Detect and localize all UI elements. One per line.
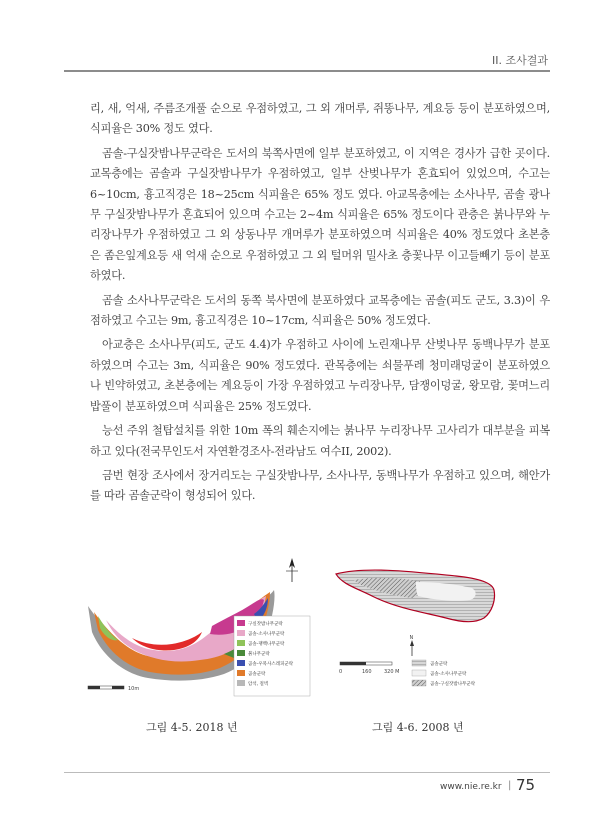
paragraph: 곰솔-구실잣밤나무군락은 도서의 북쪽사면에 일부 분포하였고, 이 지역은 경사가 급한 곳이다. 교목층에는 곰솔과 구실잣밤나무가 우점하였고, 일부 산벚나무가 혼효되어 있었으며, 수고는 6~10cm, 흉고직경은 18~25cm 식피율은 65% 정도 였다. 아교목층에는 소사나무, 곰솔 광나무 구실잣밤나무가 혼효되어 있으며 수고는 2~4m 식피율은 65% 정도이다 관층은 붉나무와 누리장나무가 우점하였고 그 외 상동나무 개머루가 분포하였으며 식피율은 40% 정도였다 초본층은 좀은잎계요등 새 억새 순으로 우점하였고 그 외 털머위 밀사초 층꽃나무 이고들빼기 등이 분포하였다. [90, 146, 550, 283]
scale-label: 0 [339, 669, 343, 675]
footer-website: www.nie.re.kr [440, 782, 502, 792]
figure-caption-left: 그림 4-5. 2018 년 [146, 721, 238, 734]
legend-item: 곰솔-소사나무군락 [430, 672, 467, 677]
legend-item: 붉나무군락 [248, 652, 270, 657]
vegetation-map-2008 [326, 556, 522, 704]
body-text [90, 99, 550, 511]
legend-item: 암석, 절벽 [248, 682, 269, 687]
paragraph: 능선 주위 철탑설치를 위한 10m 폭의 훼손지에는 붉나무 누리장나무 고사리가 대부분을 피복하고 있다(전국무인도서 자연환경조사-전라남도 여수II, 2002). [90, 424, 550, 458]
scale-label: 10m [128, 686, 140, 692]
scale-label: 160 [362, 669, 372, 675]
north-label: N [409, 635, 414, 641]
legend-item: 곰솔군락 [248, 672, 266, 677]
footer-divider [64, 772, 550, 773]
map-legend [234, 616, 310, 696]
paragraph: 곰솔 소사나무군락은 도서의 동쪽 북사면에 분포하였다 교목층에는 곰솔(피도 군도, 3.3)이 우점하였고 수고는 9m, 흉고직경은 10~17cm, 식피율은 50% 정도였다. [90, 293, 550, 328]
legend-item: 구실잣밤나무군락 [248, 622, 283, 627]
header-divider [64, 70, 550, 72]
vegetation-map-2018 [84, 556, 314, 702]
paragraph: 아교층은 소사나무(피도, 군도 4.4)가 우점하고 사이에 노린재나무 산벚나무 동백나무가 분포하였으며 수고는 3m, 식피율은 90% 정도였다. 관목층에는 쇠물푸레 청미래덩굴이 분포하였으나 빈약하였고, 초본층에는 계요등이 가장 우점하였고 누리장나무, 담쟁이덩굴, 왕모람, 꽃며느리밥풀이 분포하였으며 식피율은 25% 정도였다. [90, 338, 550, 413]
paragraph: 금번 현장 조사에서 장거리도는 구실잣밤나무, 소사나무, 동백나무가 우점하고 있으며, 해안가를 따라 곰솔군락이 형성되어 있다. [90, 468, 550, 503]
paragraph: 리, 새, 억새, 주름조개풀 순으로 우점하였고, 그 외 개머루, 쥐똥나무, 계요등 등이 분포하였으며, 식피율은 30% 정도 였다. [90, 102, 550, 136]
legend-item: 곰솔-우묵사스레피군락 [248, 662, 294, 667]
legend-item: 곰솔-소사나무군락 [248, 632, 285, 637]
figure-caption-right: 그림 4-6. 2008 년 [372, 721, 464, 734]
section-header: II. 조사결과 [492, 54, 548, 67]
legend-item: 곰솔-팽백나무군락 [248, 642, 285, 647]
legend-item: 곰솔군락 [430, 662, 448, 667]
page-number: 75 [516, 776, 536, 794]
scale-label: 320 M [384, 669, 400, 675]
legend-item: 곰솔-구실잣밤나무군락 [430, 682, 476, 687]
footer-separator: | [508, 780, 512, 791]
